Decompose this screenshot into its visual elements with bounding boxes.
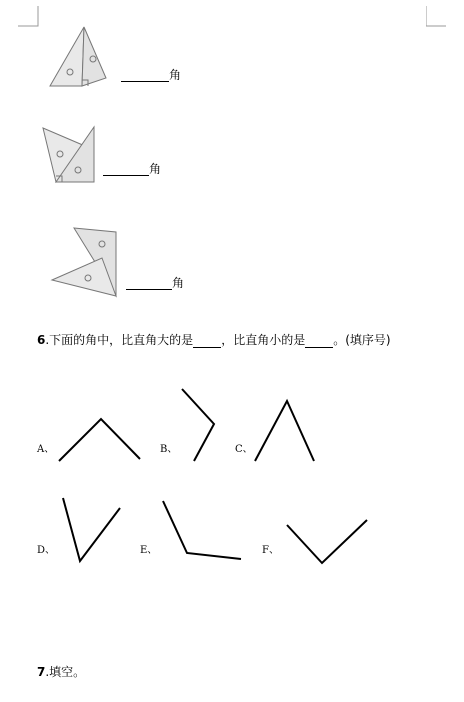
- question-number: 6: [37, 333, 46, 347]
- angle-f: [284, 516, 370, 566]
- option-label-d: D、: [37, 545, 56, 556]
- angle-b: [178, 385, 218, 465]
- option-label-e: E、: [140, 545, 158, 556]
- question-text-b: ，比直角小的是: [221, 333, 306, 347]
- question-text: .填空。: [45, 665, 86, 679]
- answer-line[interactable]: [103, 163, 149, 176]
- option-label-c: C、: [235, 444, 253, 455]
- option-label-f: F、: [262, 545, 279, 556]
- crop-mark-top-right: [426, 6, 448, 28]
- answer-blank-smaller[interactable]: [305, 335, 333, 348]
- angle-a: [55, 414, 145, 464]
- angle-blank-1: [121, 68, 181, 82]
- question-text-a: .下面的角中，比直角大的是: [45, 333, 194, 347]
- set-square-figure-3: [48, 224, 123, 300]
- set-square-figure-1: [44, 20, 119, 90]
- angle-e: [159, 497, 245, 563]
- question-7: [37, 664, 85, 680]
- angle-d: [58, 494, 124, 564]
- answer-line[interactable]: [121, 69, 169, 82]
- crop-mark-top-left: [18, 6, 40, 28]
- angle-suffix: 角: [149, 162, 162, 176]
- angle-suffix: 角: [172, 276, 185, 290]
- angle-suffix: 角: [169, 68, 182, 82]
- option-label-b: B、: [160, 444, 178, 455]
- question-6: [37, 332, 391, 348]
- answer-line[interactable]: [126, 277, 172, 290]
- question-number: 7: [37, 665, 46, 679]
- angle-blank-3: [126, 276, 184, 290]
- option-label-a: A、: [37, 444, 55, 455]
- angle-blank-2: [103, 162, 161, 176]
- question-text-c: 。(填序号): [333, 333, 391, 347]
- answer-blank-larger[interactable]: [193, 335, 221, 348]
- set-square-figure-2: [40, 124, 100, 188]
- angle-c: [252, 396, 317, 464]
